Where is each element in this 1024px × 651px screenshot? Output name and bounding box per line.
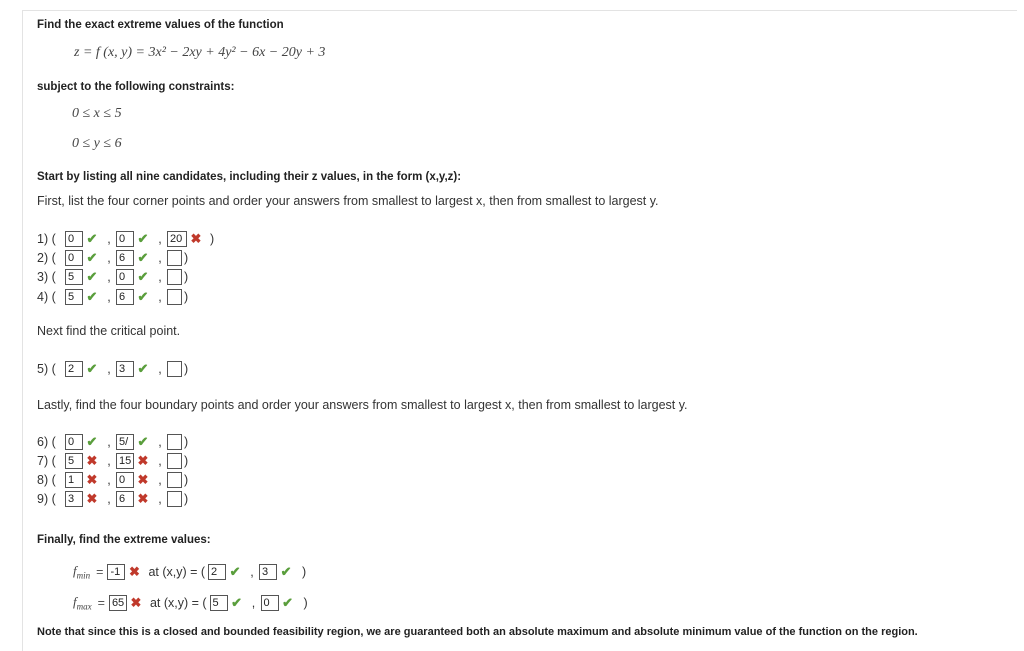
candidate-y-input[interactable]: 6 — [116, 491, 134, 507]
checkmark-icon: ✔ — [280, 564, 292, 579]
candidate-row — [37, 471, 188, 489]
candidate-row — [37, 452, 188, 470]
close-paren: ) — [210, 232, 215, 246]
comma: , — [158, 251, 162, 265]
fmin-value-input[interactable]: -1 — [107, 564, 125, 580]
fmin-at-text: at (x,y) = ( — [148, 565, 206, 579]
comma: , — [158, 435, 162, 449]
comma: , — [107, 270, 111, 284]
candidate-x-input[interactable]: 3 — [65, 491, 83, 507]
checkmark-icon: ✔ — [137, 289, 149, 304]
checkmark-icon: ✔ — [86, 361, 98, 376]
candidate-row — [37, 360, 188, 378]
checkmark-icon: ✔ — [137, 269, 149, 284]
close-paren: ) — [184, 492, 189, 506]
x-mark-icon: ✖ — [190, 231, 202, 246]
function-formula: z = f (x, y) = 3x² − 2xy + 4y² − 6x − 20y + 3 — [74, 45, 326, 60]
comma: , — [107, 435, 111, 449]
candidate-y-input[interactable]: 6 — [116, 250, 134, 266]
candidate-row — [37, 268, 188, 286]
comma: , — [158, 454, 162, 468]
extreme-heading: Finally, find the extreme values: — [37, 534, 211, 546]
checkmark-icon: ✔ — [86, 231, 98, 246]
candidates-heading: Start by listing all nine candidates, including their z values, in the form (x,y,z): — [37, 171, 462, 183]
candidate-y-input[interactable]: 0 — [116, 472, 134, 488]
comma: , — [107, 232, 111, 246]
close-paren: ) — [184, 290, 189, 304]
candidate-x-input[interactable]: 0 — [65, 250, 83, 266]
x-mark-icon: ✖ — [137, 453, 149, 468]
fmax-x-input[interactable]: 5 — [210, 595, 228, 611]
corner-instruction: First, list the four corner points and order your answers from smallest to largest x, then from smallest to largest y. — [37, 194, 659, 208]
x-mark-icon: ✖ — [128, 564, 140, 579]
comma: , — [158, 362, 162, 376]
checkmark-icon: ✔ — [86, 250, 98, 265]
comma: , — [107, 290, 111, 304]
candidate-z-input[interactable] — [167, 250, 182, 266]
candidate-x-input[interactable]: 0 — [65, 434, 83, 450]
candidate-y-input[interactable]: 5/ — [116, 434, 134, 450]
x-mark-icon: ✖ — [86, 453, 98, 468]
note: Note that since this is a closed and bounded feasibility region, we are guaranteed both an absolute maximum and absolute minimum value of the function on the region. — [37, 626, 918, 638]
checkmark-icon: ✔ — [137, 434, 149, 449]
candidate-y-input[interactable]: 6 — [116, 289, 134, 305]
fmin-x-input[interactable]: 2 — [208, 564, 226, 580]
comma: , — [158, 492, 162, 506]
close-paren: ) — [184, 435, 189, 449]
candidate-z-input[interactable] — [167, 269, 182, 285]
candidate-z-input[interactable] — [167, 361, 182, 377]
comma: , — [107, 454, 111, 468]
candidate-row — [37, 288, 188, 306]
candidate-row — [37, 230, 214, 248]
candidate-x-input[interactable]: 5 — [65, 453, 83, 469]
checkmark-icon: ✔ — [86, 289, 98, 304]
close-paren: ) — [184, 473, 189, 487]
comma: , — [158, 232, 162, 246]
comma: , — [107, 492, 111, 506]
fmax-y-input[interactable]: 0 — [261, 595, 279, 611]
candidate-label: 5) ( — [37, 362, 56, 376]
comma: , — [158, 270, 162, 284]
checkmark-icon: ✔ — [137, 361, 149, 376]
close-paren: ) — [184, 454, 189, 468]
comma: , — [158, 473, 162, 487]
close-paren: ) — [184, 362, 189, 376]
candidate-row — [37, 490, 188, 508]
fmin-y-input[interactable]: 3 — [259, 564, 277, 580]
comma: , — [107, 251, 111, 265]
candidate-row — [37, 433, 188, 451]
constraint-y: 0 ≤ y ≤ 6 — [72, 136, 122, 151]
comma: , — [250, 565, 254, 579]
candidate-y-input[interactable]: 15 — [116, 453, 134, 469]
candidate-label: 7) ( — [37, 454, 56, 468]
fmin-label: $f_{min}$ — [73, 563, 91, 581]
x-mark-icon: ✖ — [137, 472, 149, 487]
heading: Find the exact extreme values of the function — [37, 19, 284, 31]
checkmark-icon: ✔ — [231, 595, 242, 610]
candidate-x-input[interactable]: 0 — [65, 231, 83, 247]
close-paren: ) — [184, 270, 189, 284]
checkmark-icon: ✔ — [282, 595, 293, 610]
candidate-x-input[interactable]: 5 — [65, 269, 83, 285]
candidate-z-input[interactable] — [167, 289, 182, 305]
candidate-z-input[interactable] — [167, 434, 182, 450]
x-mark-icon: ✖ — [137, 491, 149, 506]
fmin-row — [73, 563, 306, 581]
checkmark-icon: ✔ — [86, 434, 98, 449]
candidate-x-input[interactable]: 1 — [65, 472, 83, 488]
candidate-y-input[interactable]: 3 — [116, 361, 134, 377]
comma: , — [158, 290, 162, 304]
comma: , — [107, 362, 111, 376]
x-mark-icon: ✖ — [86, 472, 98, 487]
candidate-label: 6) ( — [37, 435, 56, 449]
critical-instruction: Next find the critical point. — [37, 324, 181, 338]
x-mark-icon: ✖ — [86, 491, 98, 506]
candidate-label: 1) ( — [37, 232, 56, 246]
candidate-z-input[interactable] — [167, 472, 182, 488]
fmax-at-text: at (x,y) = ( — [149, 596, 207, 610]
comma: , — [251, 596, 256, 610]
checkmark-icon: ✔ — [137, 231, 149, 246]
candidate-label: 9) ( — [37, 492, 56, 506]
fmax-equals: = — [97, 596, 105, 610]
candidate-z-input[interactable] — [167, 453, 182, 469]
close-paren: ) — [302, 565, 307, 579]
candidate-y-input[interactable]: 0 — [116, 231, 134, 247]
x-mark-icon: ✖ — [130, 595, 142, 610]
candidate-x-input[interactable]: 2 — [65, 361, 83, 377]
candidate-y-input[interactable]: 0 — [116, 269, 134, 285]
close-paren: ) — [303, 596, 308, 610]
candidate-label: 8) ( — [37, 473, 56, 487]
fmax-value-input[interactable]: 65 — [109, 595, 127, 611]
checkmark-icon: ✔ — [86, 269, 98, 284]
fmax-label: $f_{max}$ — [73, 594, 92, 612]
candidate-label: 2) ( — [37, 251, 56, 265]
boundary-instruction: Lastly, find the four boundary points and order your answers from smallest to largest x, then from smallest to largest y. — [37, 398, 688, 412]
candidate-label: 3) ( — [37, 270, 56, 284]
candidate-x-input[interactable]: 5 — [65, 289, 83, 305]
fmin-equals: = — [96, 565, 104, 579]
candidate-row — [37, 249, 188, 267]
candidate-z-input[interactable] — [167, 491, 182, 507]
constraint-x: 0 ≤ x ≤ 5 — [72, 106, 122, 121]
constraints-heading: subject to the following constraints: — [37, 81, 235, 93]
checkmark-icon: ✔ — [137, 250, 149, 265]
candidate-z-input[interactable]: 20 — [167, 231, 187, 247]
close-paren: ) — [184, 251, 189, 265]
checkmark-icon: ✔ — [229, 564, 241, 579]
comma: , — [107, 473, 111, 487]
candidate-label: 4) ( — [37, 290, 56, 304]
fmax-row — [73, 594, 308, 612]
